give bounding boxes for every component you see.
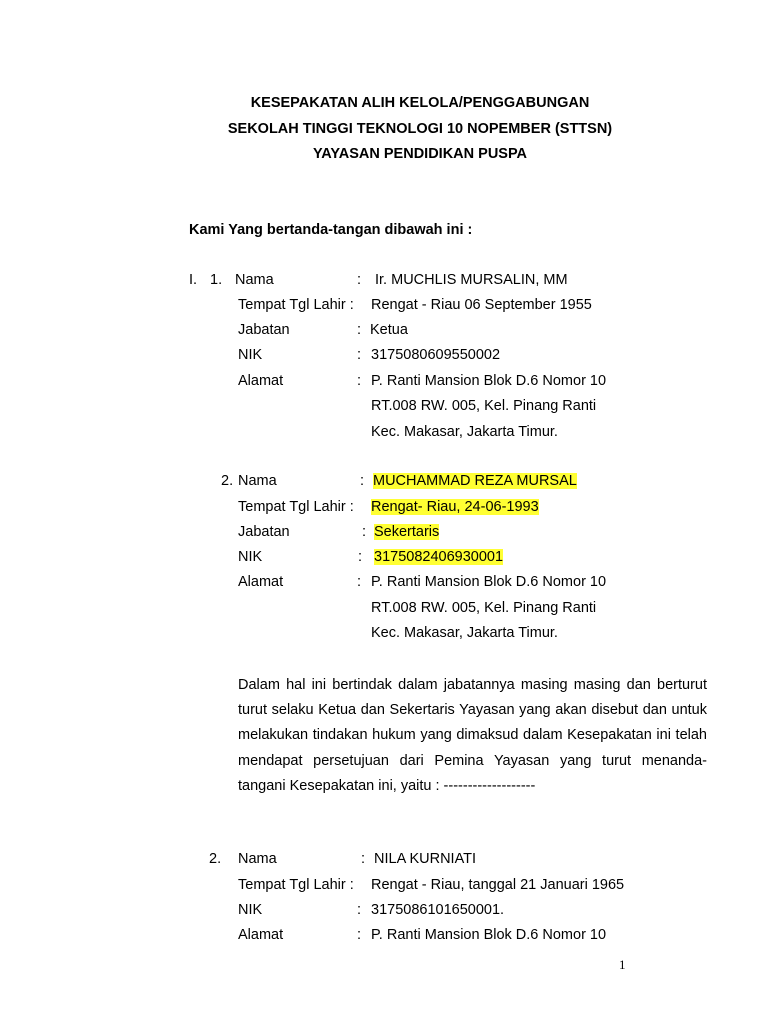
party-1-address-value: P. Ranti Mansion Blok D.6 Nomor 10 — [371, 373, 607, 389]
party-1-name-label: Nama — [235, 272, 274, 288]
party-1-address-line-3: Kec. Makasar, Jakarta Timur. — [371, 424, 558, 440]
party-2-nik-label: NIK — [238, 549, 263, 565]
party-1-address-label: Alamat — [238, 373, 284, 389]
party-3-address-label: Alamat — [238, 927, 284, 943]
party-3-number: 2. — [209, 851, 222, 867]
party-1-position-label: Jabatan — [238, 322, 290, 338]
party-2-nik-value: 3175082406930001 — [374, 549, 504, 565]
party-2-address-line-3: Kec. Makasar, Jakarta Timur. — [371, 625, 558, 641]
party-2-address-value: P. Ranti Mansion Blok D.6 Nomor 10 — [371, 574, 607, 590]
page-number: 1 — [619, 957, 626, 972]
party-3-nik-colon: : — [357, 902, 362, 918]
party-2-nik-colon: : — [358, 549, 363, 565]
party-3-nik-value: 3175086101650001. — [371, 902, 505, 918]
party-1-name-colon: : — [357, 272, 362, 288]
party-2-address-line-2: RT.008 RW. 005, Kel. Pinang Ranti — [371, 600, 597, 616]
party-1-nik-colon: : — [357, 347, 362, 363]
title-line-1: KESEPAKATAN ALIH KELOLA/PENGGABUNGAN — [250, 95, 590, 111]
party-2-position-value: Sekertaris — [374, 524, 440, 540]
party-1-address-colon: : — [357, 373, 362, 389]
party-2-number: 2. — [221, 473, 234, 489]
party-2-address-colon: : — [357, 574, 362, 590]
party-1-number: 1. — [210, 272, 223, 288]
party-2-name-colon: : — [360, 473, 365, 489]
intro-text: Kami Yang bertanda-tangan dibawah ini : — [189, 222, 473, 238]
party-3-birth-value: Rengat - Riau, tanggal 21 Januari 1965 — [371, 877, 625, 893]
party-1-nik-value: 3175080609550002 — [371, 347, 501, 363]
party-2-name-value: MUCHAMMAD REZA MURSAL — [373, 473, 577, 489]
party-3-birth-label: Tempat Tgl Lahir : — [238, 877, 354, 893]
party-1-birth-value: Rengat - Riau 06 September 1955 — [371, 297, 592, 313]
party-3-name-colon: : — [361, 851, 366, 867]
title-line-3: YAYASAN PENDIDIKAN PUSPA — [312, 146, 528, 162]
party-1-name-value: Ir. MUCHLIS MURSALIN, MM — [375, 272, 568, 288]
party-2-birth-label: Tempat Tgl Lahir : — [238, 499, 354, 515]
party-3-address-colon: : — [357, 927, 362, 943]
party-2-birth-value: Rengat- Riau, 24-06-1993 — [371, 499, 539, 515]
party-3-name-label: Nama — [238, 851, 277, 867]
party-1-birth-label: Tempat Tgl Lahir : — [238, 297, 354, 313]
party-3-name-value: NILA KURNIATI — [374, 851, 477, 867]
party-2-position-label: Jabatan — [238, 524, 290, 540]
party-1-address-line-2: RT.008 RW. 005, Kel. Pinang Ranti — [371, 398, 597, 414]
party-1-position-value: Ketua — [370, 322, 408, 338]
party-3-address-value: P. Ranti Mansion Blok D.6 Nomor 10 — [371, 927, 607, 943]
authority-paragraph: Dalam hal ini bertindak dalam jabatannya masing masing dan berturut turut selaku Ketua dan Sekertaris Yayasan yang akan disebut dan untuk melakukan tindakan hukum yang dimaksud dalam Kesepakatan ini telah mendapat persetujuan dari Pemina Yayasan yang turut menanda-tangani Kesepakatan ini, yaitu : ------------------- — [238, 677, 707, 794]
party-3-nik-label: NIK — [238, 902, 263, 918]
party-1-nik-label: NIK — [238, 347, 263, 363]
title-line-2: SEKOLAH TINGGI TEKNOLOGI 10 NOPEMBER (STTSN) — [227, 121, 613, 137]
roman-numeral: I. — [189, 272, 198, 288]
party-2-name-label: Nama — [238, 473, 277, 489]
party-2-position-colon: : — [362, 524, 367, 540]
party-1-position-colon: : — [357, 322, 362, 338]
party-2-address-label: Alamat — [238, 574, 284, 590]
